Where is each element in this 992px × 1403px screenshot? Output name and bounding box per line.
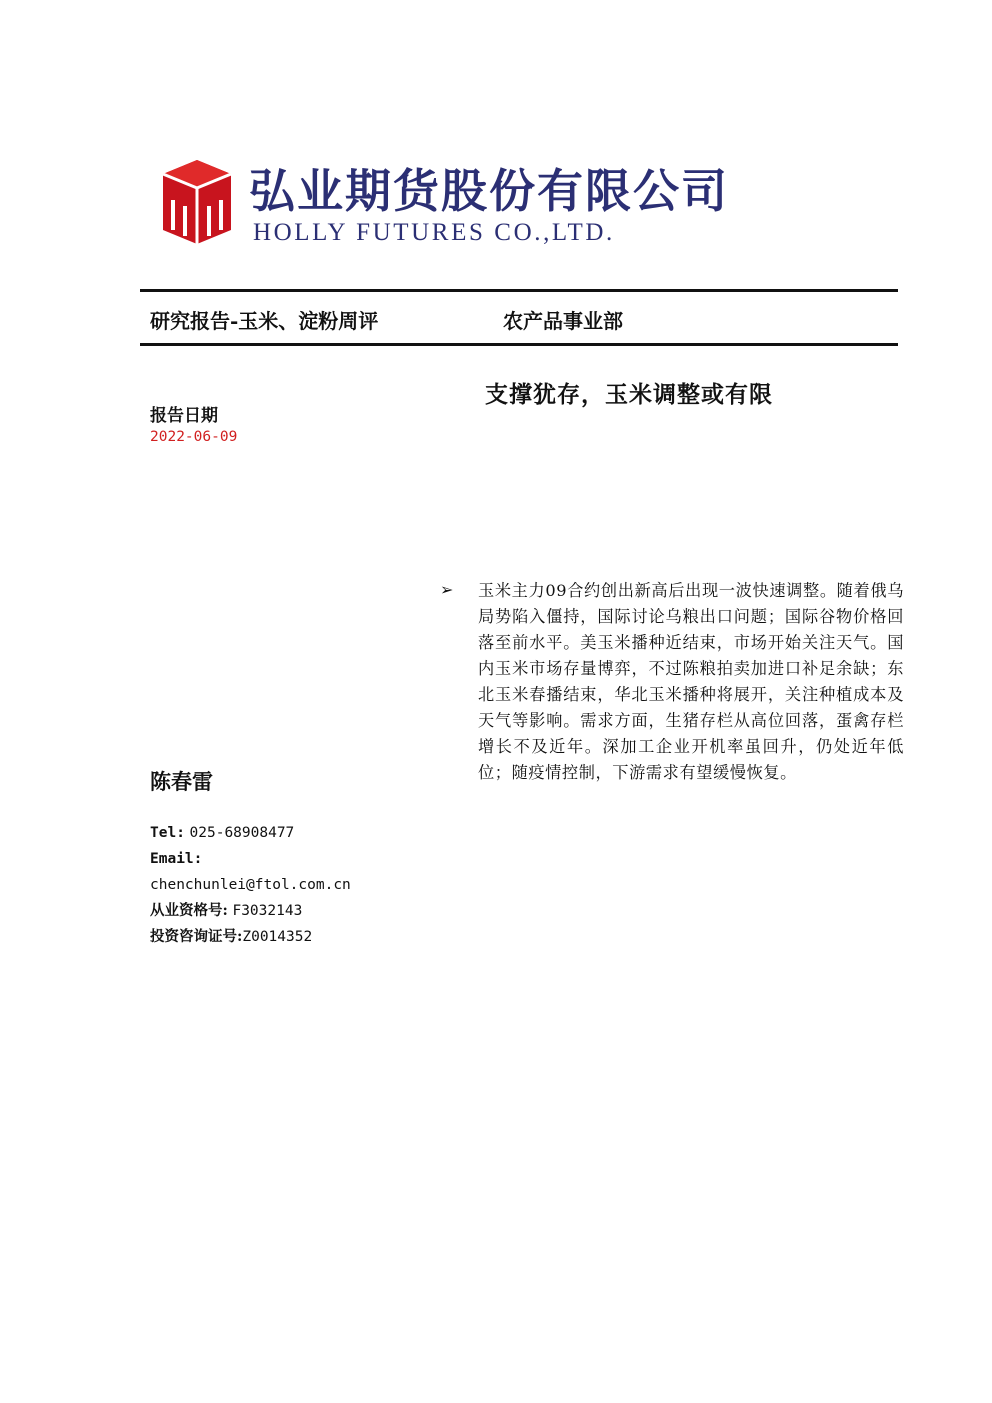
email-value-row — [150, 872, 351, 898]
header-rule-bottom — [140, 343, 898, 346]
cube-logo-icon — [163, 160, 231, 244]
email-row — [150, 846, 351, 872]
header-rule-top — [140, 289, 898, 292]
company-logo — [163, 155, 729, 255]
company-name-en: HOLLY FUTURES CO.,LTD. — [253, 219, 615, 246]
tel-value: 025-68908477 — [189, 825, 295, 841]
report-date-label: 报告日期 — [150, 406, 218, 426]
company-name-cn: 弘业期货股份有限公司 — [249, 164, 729, 218]
report-date: 2022-06-09 — [150, 429, 238, 445]
tel-row — [150, 820, 351, 846]
report-type: 研究报告-玉米、淀粉周评 — [150, 309, 379, 333]
email-value[interactable]: chenchunlei@ftol.com.cn — [150, 877, 351, 893]
qualification-label: 从业资格号: — [150, 902, 228, 919]
tel-label: Tel: — [150, 825, 185, 841]
analyst-name: 陈春雷 — [150, 769, 213, 794]
consulting-row — [150, 924, 351, 950]
summary-text: 玉米主力09合约创出新高后出现一波快速调整。随着俄乌局势陷入僵持，国际讨论乌粮出口问题；国际谷物价格回落至前水平。美玉米播种近结束，市场开始关注天气。国内玉米市场存量博弈，不过陈粮拍卖加进口补足余缺；东北玉米春播结束，华北玉米播种将展开，关注种植成本及天气等影响。需求方面，生猪存栏从高位回落，蛋禽存栏增长不及近年。深加工企业开机率虽回升，仍处近年低位；随疫情控制，下游需求有望缓慢恢复。 — [478, 581, 904, 782]
consulting-label: 投资咨询证号: — [150, 928, 243, 945]
qualification-row — [150, 898, 351, 924]
email-label: Email: — [150, 851, 203, 867]
qualification-value: F3032143 — [232, 903, 303, 919]
consulting-value: Z0014352 — [242, 929, 313, 945]
analyst-contact — [150, 820, 351, 950]
report-title: 支撑犹存，玉米调整或有限 — [485, 381, 773, 408]
department: 农产品事业部 — [503, 309, 623, 333]
arrow-bullet-icon: ➢ — [440, 580, 454, 599]
